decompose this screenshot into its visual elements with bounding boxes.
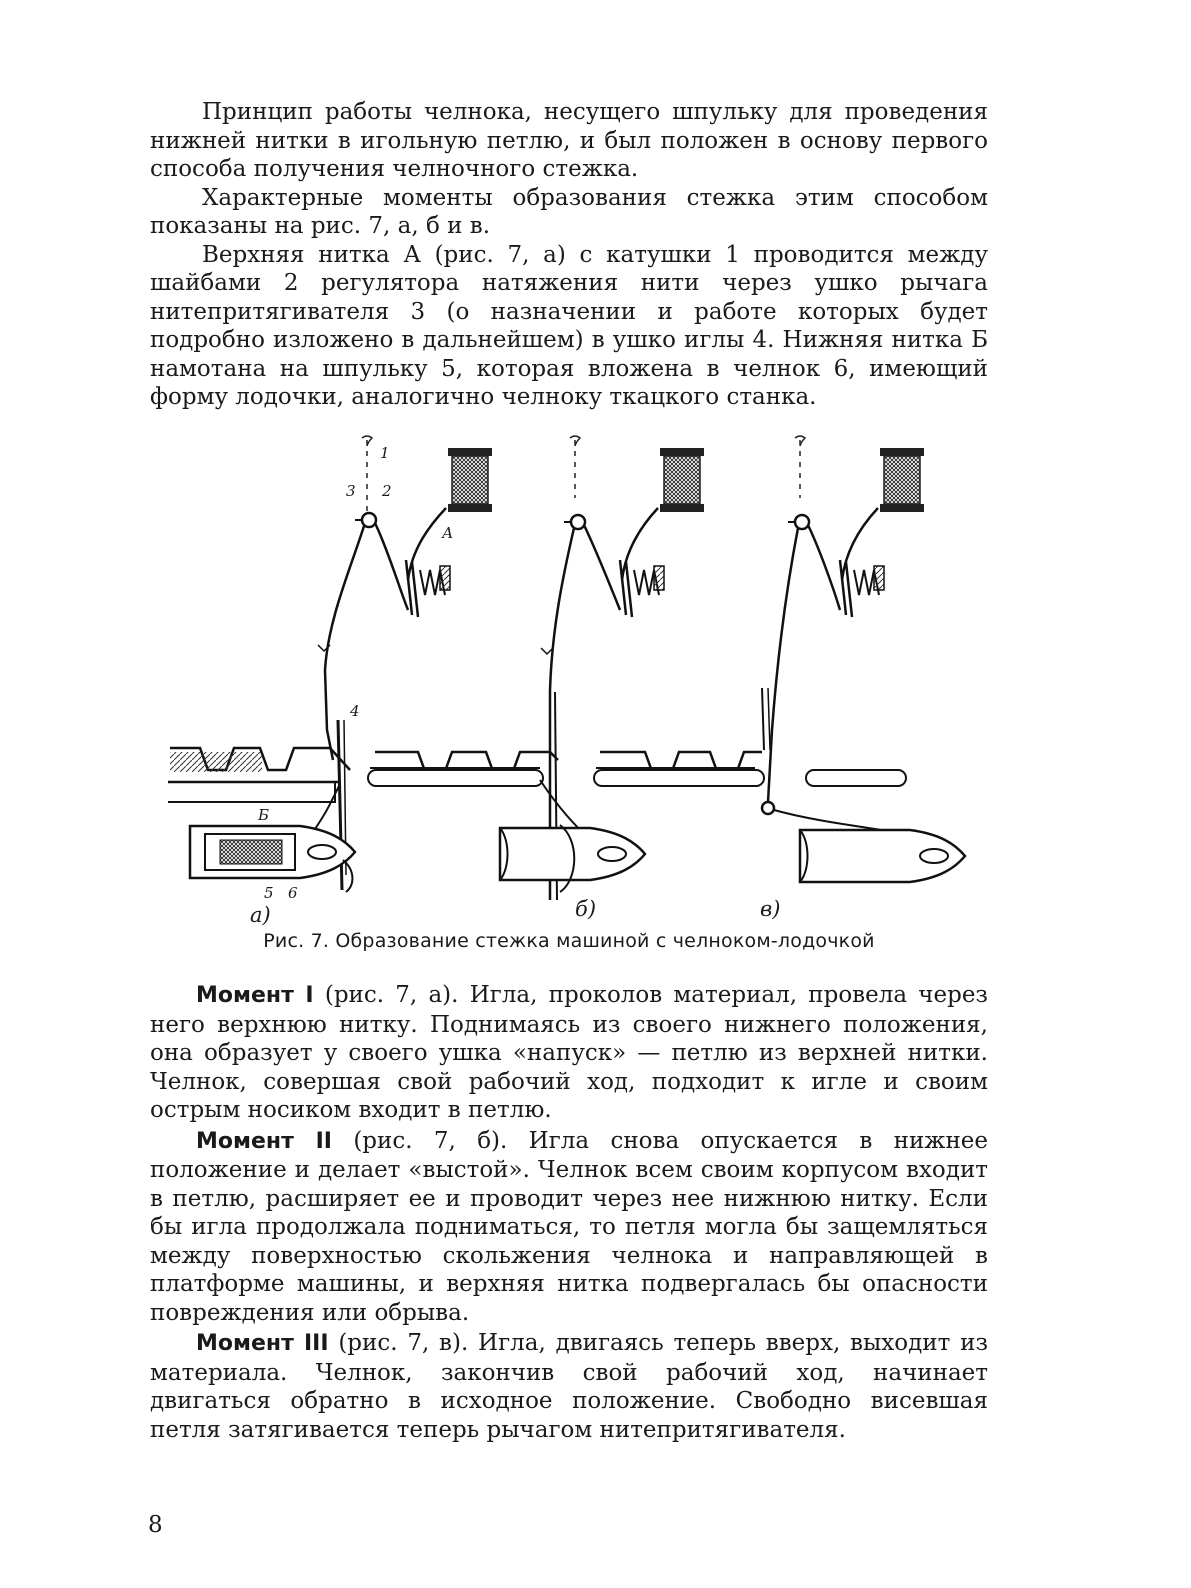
moment-body: (рис. 7, в). Игла, двигаясь теперь вверх, выходит из материала. Челнок, закончив свой рабочий ход, начинает двигаться обратно в исходное положение. Свободно висевшая петля затягивается теперь рычагом нитепритягивателя.	[150, 1330, 988, 1443]
label-5: 5	[264, 884, 274, 902]
label-A: А	[442, 524, 454, 542]
moment-label: Момент I	[196, 983, 314, 1008]
label-4: 4	[350, 702, 360, 720]
figure-7	[150, 430, 990, 930]
moment-body: (рис. 7, а). Игла, проколов материал, провела через него верхнюю нитку. Поднимаясь из своего нижнего положения, она образует у своего ушка «напуск» — петлю из верхней нитки. Челнок, совершая свой рабочий ход, подходит к игле и своим острым носиком входит в петлю.	[150, 982, 988, 1123]
moments-text	[150, 981, 988, 1446]
sublabel-b: б)	[575, 897, 597, 921]
paragraph: Принцип работы челнока, несущего шпульку для проведения нижней нитки в игольную петлю, и был положен в основу первого способа получения челночного стежка.	[150, 99, 988, 182]
panel-b	[368, 436, 704, 900]
paragraph: Верхняя нитка А (рис. 7, а) с катушки 1 проводится между шайбами 2 регулятора натяжения нити через ушко рычага нитепритягивателя 3 (о назначении и работе которых будет подробно изложено в дальнейшем) в ушко иглы 4. Нижняя нитка Б намотана на шпульку 5, которая вложена в челнок 6, имеющий форму лодочки, аналогично челноку ткацкого станка.	[150, 241, 988, 410]
panel-a	[168, 436, 492, 892]
label-B: Б	[258, 806, 270, 824]
label-3: 3	[346, 482, 356, 500]
stitch-formation-diagram	[150, 430, 990, 930]
page-number: 8	[148, 1512, 163, 1538]
panel-c	[594, 436, 965, 882]
sublabel-c: в)	[760, 897, 781, 921]
intro-text	[150, 98, 988, 412]
moment-label: Момент II	[196, 1128, 332, 1154]
moment-paragraph	[150, 1127, 988, 1328]
figure-caption: Рис. 7. Образование стежка машиной с челноком-лодочкой	[263, 930, 875, 952]
moment-paragraph	[150, 981, 988, 1125]
label-1: 1	[380, 444, 390, 462]
label-6: 6	[288, 884, 298, 902]
moment-label: Момент III	[196, 1331, 329, 1356]
label-2: 2	[382, 482, 392, 500]
moment-paragraph	[150, 1329, 988, 1444]
sublabel-a: а)	[250, 903, 271, 927]
moment-body: (рис. 7, б). Игла снова опускается в нижнее положение и делает «выстой». Челнок всем своим корпусом входит в петлю, расширяет ее и проводит через нее нижнюю нитку. Если бы игла продолжала подниматься, то петля могла бы защемляться между поверхностью скольжения челнока и направляющей в платформе машины, и верхняя нитка подвергалась бы опасности повреждения или обрыва.	[150, 1127, 988, 1326]
paragraph: Характерные моменты образования стежка этим способом показаны на рис. 7, а, б и в.	[150, 184, 988, 239]
